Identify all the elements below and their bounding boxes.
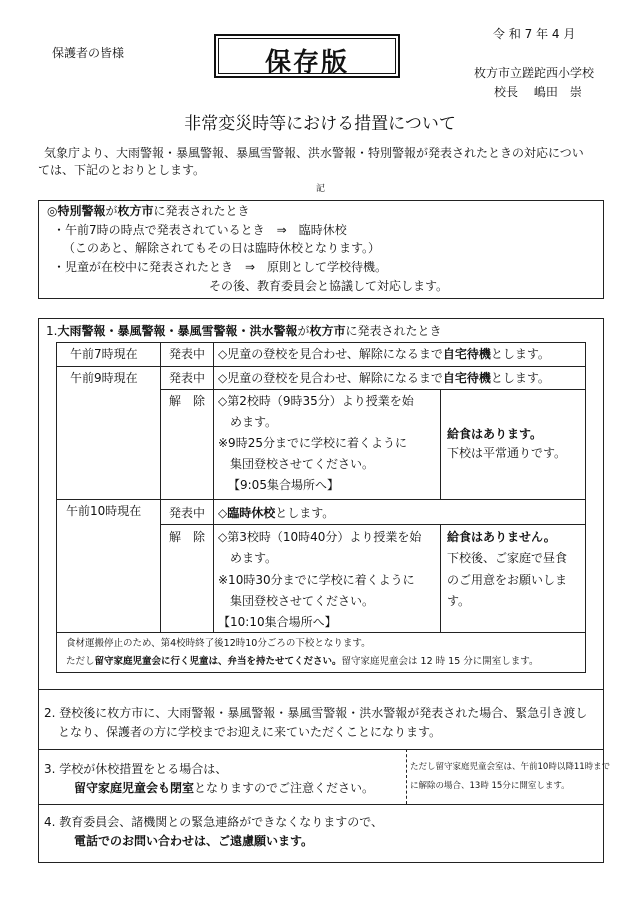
row10-time: 午前10時現在 [66,504,142,518]
table-col-divider [440,524,441,632]
row10-release-line: 【10:10集合場所へ】 [218,615,337,629]
row10-text: ◇臨時休校とします。 [218,506,335,520]
note-line-1: 食材運搬停止のため、第4校時終了後12時10分ごろの下校となります。 [66,638,371,649]
special-heading: ◎特別警報が枚方市に発表されたとき [47,204,250,218]
section3-line-1: 3. 学校が休校措置をとる場合は、 [44,762,228,776]
section-divider [38,804,604,805]
school-name: 枚方市立蹉跎西小学校 [474,66,595,80]
section4-line-2: 電話でのお問い合わせは、ご遠慮願います。 [74,834,314,848]
row10-release-line: ※10時30分までに学校に着くように [218,573,415,587]
row9-release-line: ※9時25分までに学校に着くように [218,436,407,450]
section3-side-note-1: ただし留守家庭児童会室は、午前10時以降11時まで [410,762,611,772]
table-row-divider [56,366,586,367]
row10-lunch-line: のご用意をお願いしま [447,573,568,587]
row9-status: 発表中 [169,371,206,385]
row10-status: 発表中 [169,506,206,520]
special-line-3: ・児童が在校中に発表されたとき ⇒ 原則として学校待機。 [53,260,388,274]
row10-release-line: ◇第3校時（10時40分）より授業を始 [218,530,422,544]
row9-lunch-note: 下校は平常通りです。 [447,446,567,460]
table-row-divider [160,524,586,525]
row7-time: 午前7時現在 [70,347,138,361]
addressee: 保護者の皆様 [52,46,125,60]
section-divider [38,689,604,690]
section3-side-note-2: に解除の場合、13時 15分に開室します。 [410,781,570,791]
row10-lunch-line: 下校後、ご家庭で昼食 [447,551,568,565]
table-col-divider [213,342,214,632]
row9-release-line: 【9:05集合場所へ】 [228,478,339,492]
section4-line-1: 4. 教育委員会、諸機関との緊急連絡ができなくなりますので、 [44,815,384,829]
principal-name: 校長 嶋田 崇 [494,85,582,99]
row10-lunch: 給食はありません。 [447,530,556,544]
page-title: 非常変災時等における措置について [184,114,456,134]
special-line-2: （このあと、解除されてもその日は臨時休校となります。） [63,241,381,255]
ki-mark: 記 [316,184,326,194]
row9-time: 午前9時現在 [70,371,138,385]
section-divider [38,749,604,750]
row7-text: ◇児童の登校を見合わせ、解除になるまで自宅待機とします。 [218,347,550,361]
row7-status: 発表中 [169,347,206,361]
issue-date: 令 和 7 年 4 月 [493,27,576,41]
row9-release-line: 集団登校させてください。 [230,457,375,471]
section3-side-divider [406,749,407,804]
special-line-1: ・午前7時の時点で発表されているとき ⇒ 臨時休校 [53,223,347,237]
row10-lunch-line: す。 [447,594,471,608]
note-line-2: ただし留守家庭児童会に行く児童は、弁当を持たせてください。留守家庭児童会は 12 時 15 分に開室します。 [66,656,539,667]
archive-stamp [214,34,400,78]
intro-line-1: 気象庁より、大雨警報・暴風警報、暴風雪警報、洪水警報・特別警報が発表されたときの対応につい [44,146,584,160]
row10-release-line: めます。 [230,551,278,565]
row9-release-line: めます。 [230,415,278,429]
section1-heading: 1.大雨警報・暴風警報・暴風雪警報・洪水警報が枚方市に発表されたとき [46,324,442,338]
intro-line-2: ては、下記のとおりとします。 [38,163,206,177]
special-warning-box [38,200,604,299]
table-col-divider [160,342,161,632]
section2-line-1: 2. 登校後に枚方市に、大雨警報・暴風警報・暴風雪警報・洪水警報が発表された場合、緊急引き渡し [44,706,588,720]
row9-release-line: ◇第2校時（9時35分）より授業を始 [218,394,414,408]
table-row-divider [56,632,586,633]
section2-line-2: となり、保護者の方に学校までお迎えに来ていただくことになります。 [58,725,442,739]
row9-release-status: 解 除 [169,394,206,408]
row9-text: ◇児童の登校を見合わせ、解除になるまで自宅待機とします。 [218,371,550,385]
row9-lunch: 給食はあります。 [447,427,543,441]
table-row-divider [56,499,586,500]
table-col-divider [440,389,441,499]
section3-line-2: 留守家庭児童会も閉室となりますのでご注意ください。 [74,781,375,795]
stamp-text: 保存版 [264,48,349,78]
table-row-divider [160,389,586,390]
special-line-4: その後、教育委員会と協議して対応します。 [209,279,449,293]
row10-release-status: 解 除 [169,530,206,544]
row10-release-line: 集団登校させてください。 [230,594,375,608]
